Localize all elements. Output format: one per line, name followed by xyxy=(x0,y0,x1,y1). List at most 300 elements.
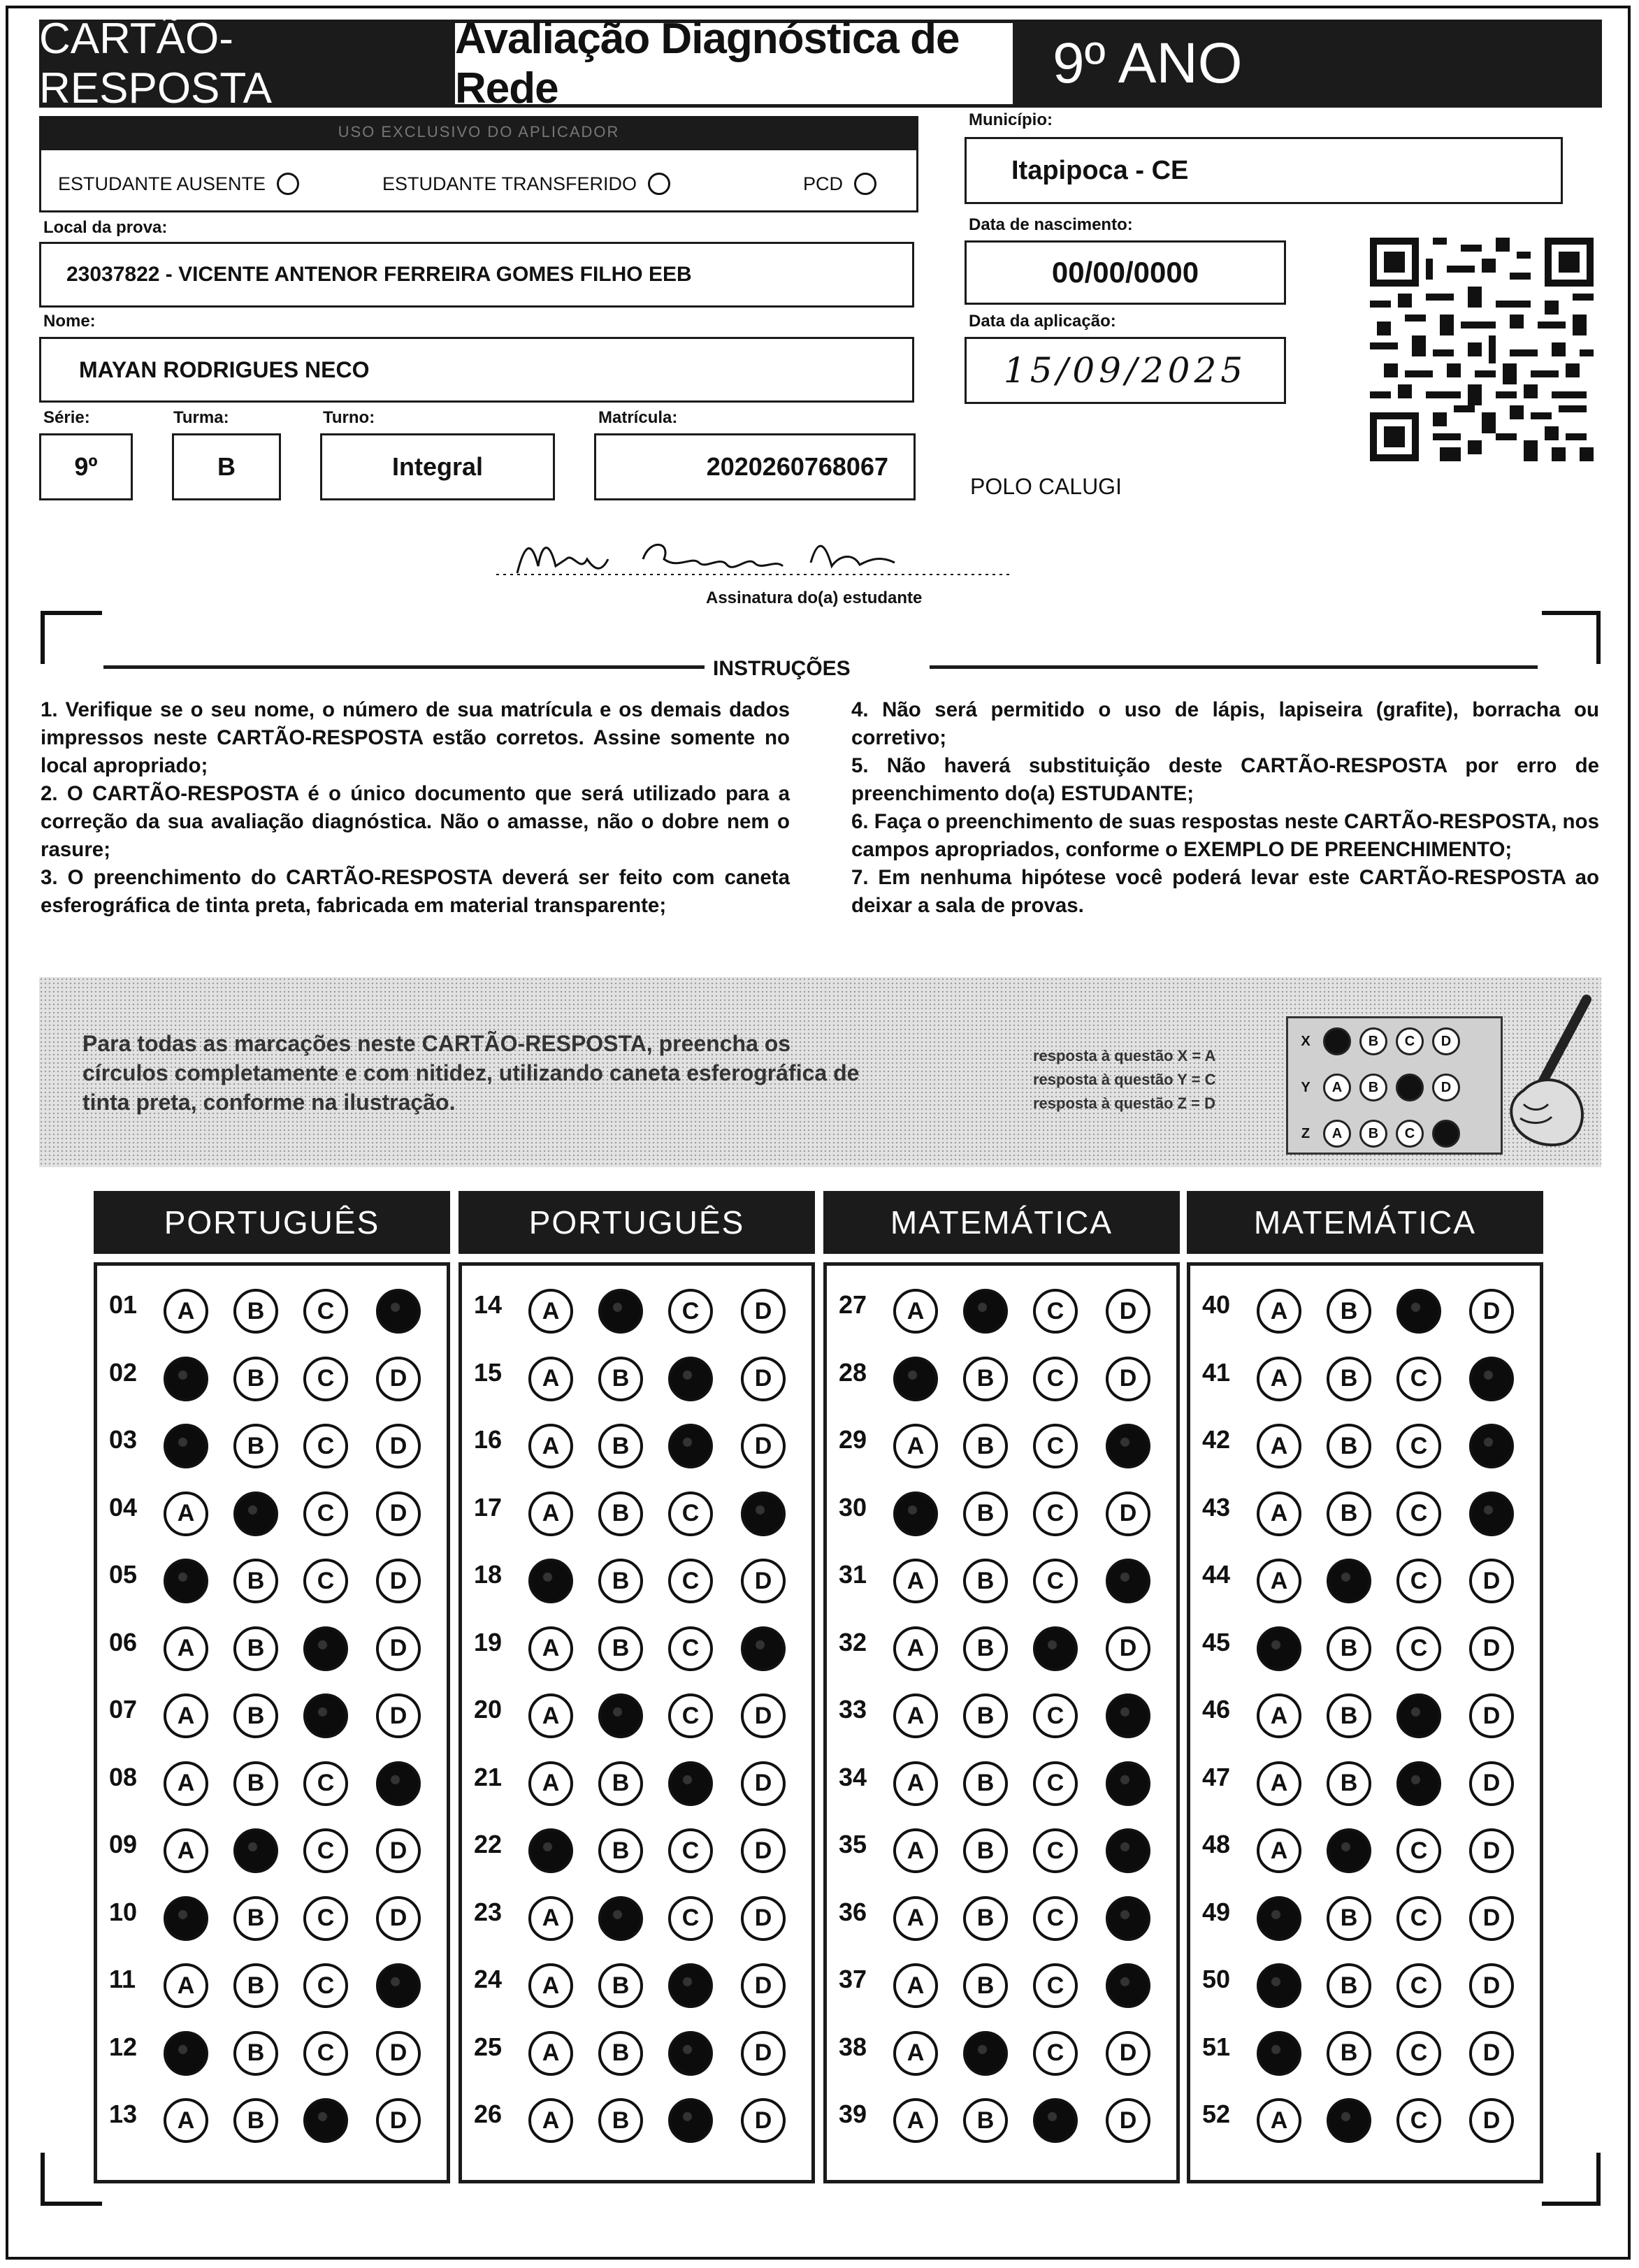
answer-bubble-a[interactable]: A xyxy=(528,1626,573,1671)
answer-bubble-a[interactable]: A xyxy=(528,1424,573,1468)
question-row xyxy=(94,1410,450,1468)
answer-bubble-a[interactable]: A xyxy=(1257,1424,1301,1468)
question-number: 43 xyxy=(1202,1492,1231,1522)
answer-bubble-a[interactable]: A xyxy=(893,1963,938,2008)
answer-bubble-a[interactable]: A xyxy=(528,2031,573,2076)
answer-bubble-d[interactable] xyxy=(1106,1828,1150,1873)
question-number: 48 xyxy=(1202,1830,1231,1858)
answer-bubble-a[interactable] xyxy=(528,1828,573,1873)
answer-bubble-d[interactable] xyxy=(1106,1424,1150,1468)
answer-bubble-a[interactable] xyxy=(528,1559,573,1603)
municipio-field: Itapipoca - CE xyxy=(965,137,1563,204)
answer-bubble-d[interactable]: D xyxy=(1469,2031,1514,2076)
serie-label: Série: xyxy=(43,408,90,427)
answer-bubble-c[interactable]: C xyxy=(303,1559,348,1603)
answer-bubble-a[interactable] xyxy=(893,1491,938,1536)
question-number: 44 xyxy=(1202,1560,1231,1589)
answer-bubble-b[interactable]: B xyxy=(233,1963,278,2008)
answer-bubble-c[interactable]: C xyxy=(1033,2031,1078,2076)
name-field: MAYAN RODRIGUES NECO xyxy=(39,337,914,403)
answer-bubble-b[interactable]: B xyxy=(598,1828,643,1873)
answer-bubble-a[interactable]: A xyxy=(893,1424,938,1468)
answer-bubble-d[interactable] xyxy=(376,1289,421,1334)
answer-bubble-c[interactable]: C xyxy=(668,1491,713,1536)
instruction-item: 7. Em nenhuma hipótese você poderá levar este CARTÃO-RESPOSTA ao deixar a sala de provas. xyxy=(851,866,1599,917)
question-row xyxy=(459,1882,815,1941)
question-number: 34 xyxy=(839,1762,867,1791)
answer-bubble-d[interactable] xyxy=(1469,1424,1514,1468)
example-row xyxy=(1288,1111,1501,1157)
transferred-option[interactable] xyxy=(382,173,670,195)
question-row xyxy=(823,1747,1180,1806)
corner-top-right xyxy=(1542,611,1601,664)
answer-bubble-b[interactable] xyxy=(1327,2098,1371,2143)
answer-bubble-d[interactable]: D xyxy=(1469,1761,1514,1806)
answer-bubble-c[interactable]: C xyxy=(303,2031,348,2076)
answer-bubble-c[interactable] xyxy=(1033,1626,1078,1671)
question-number: 28 xyxy=(839,1357,867,1387)
answer-bubble-c[interactable] xyxy=(668,2098,713,2143)
hand-pen-icon xyxy=(1482,992,1601,1153)
question-number: 24 xyxy=(474,1965,503,1993)
answer-bubble-b[interactable] xyxy=(598,1289,643,1334)
answer-bubble-c[interactable] xyxy=(303,2098,348,2143)
answer-bubble-a[interactable] xyxy=(1257,2031,1301,2076)
answer-bubble-c[interactable]: C xyxy=(303,1357,348,1401)
answer-bubble-a[interactable]: A xyxy=(164,1626,208,1671)
answer-bubble-c[interactable] xyxy=(1396,1693,1441,1738)
question-number: 22 xyxy=(474,1830,503,1858)
question-number: 39 xyxy=(839,2100,867,2128)
signature-scribble xyxy=(489,531,1020,587)
answer-bubble-d[interactable]: D xyxy=(1469,1559,1514,1603)
answer-bubble-d[interactable]: D xyxy=(376,1559,421,1603)
answer-bubble-b[interactable]: B xyxy=(598,1963,643,2008)
answer-bubble-d[interactable]: D xyxy=(741,2098,786,2143)
answer-bubble-b[interactable]: B xyxy=(1327,1963,1371,2008)
answer-bubble-c[interactable]: C xyxy=(1396,1424,1441,1468)
question-row xyxy=(459,1680,815,1738)
answer-bubble-a[interactable]: A xyxy=(1257,1761,1301,1806)
answer-bubble-a[interactable]: A xyxy=(893,1896,938,1941)
question-number: 26 xyxy=(474,2100,503,2128)
answer-bubble-b[interactable]: B xyxy=(963,1828,1008,1873)
answer-bubble-a[interactable]: A xyxy=(164,2098,208,2143)
answer-bubble-a[interactable]: A xyxy=(164,1761,208,1806)
answer-bubble-a[interactable]: A xyxy=(164,1963,208,2008)
question-row xyxy=(1187,1612,1543,1671)
question-number: 46 xyxy=(1202,1695,1231,1724)
answer-bubble-a[interactable]: A xyxy=(1257,1828,1301,1873)
answer-bubble-c[interactable]: C xyxy=(1396,1491,1441,1536)
answer-bubble-c[interactable] xyxy=(1396,1761,1441,1806)
answer-bubble-b[interactable]: B xyxy=(598,2031,643,2076)
answer-bubble-d[interactable]: D xyxy=(1106,1626,1150,1671)
answer-bubble-a[interactable] xyxy=(164,2031,208,2076)
answer-bubble-b[interactable] xyxy=(1327,1828,1371,1873)
aplicacao-label: Data da aplicação: xyxy=(969,312,1116,331)
answer-bubble-b[interactable]: B xyxy=(233,1424,278,1468)
example-row xyxy=(1288,1064,1501,1111)
question-number: 35 xyxy=(839,1830,867,1858)
answer-bubble-a[interactable]: A xyxy=(528,1357,573,1401)
question-row xyxy=(459,1410,815,1468)
answer-bubble-b[interactable]: B xyxy=(963,2098,1008,2143)
qr-code xyxy=(1370,238,1594,461)
question-row xyxy=(823,1612,1180,1671)
answer-bubble-d[interactable] xyxy=(1469,1357,1514,1401)
answer-bubble-b[interactable]: B xyxy=(1327,1424,1371,1468)
transferred-radio[interactable] xyxy=(648,173,670,195)
answer-bubble-b[interactable]: B xyxy=(963,1559,1008,1603)
answer-bubble-d[interactable]: D xyxy=(1106,2031,1150,2076)
serie-field: 9º xyxy=(39,433,133,500)
example-bubble: C xyxy=(1396,1027,1424,1055)
answer-bubble-a[interactable]: A xyxy=(164,1491,208,1536)
answer-bubble-a[interactable]: A xyxy=(528,1289,573,1334)
answer-bubble-c[interactable] xyxy=(668,1761,713,1806)
question-row xyxy=(459,1478,815,1536)
question-number: 21 xyxy=(474,1762,503,1791)
answer-bubble-c[interactable]: C xyxy=(668,1896,713,1941)
answer-bubble-d[interactable]: D xyxy=(741,1963,786,2008)
question-row xyxy=(459,1814,815,1873)
question-number: 49 xyxy=(1202,1897,1231,1926)
answer-bubble-c[interactable]: C xyxy=(668,1828,713,1873)
answer-bubble-d[interactable]: D xyxy=(1469,1693,1514,1738)
question-number: 23 xyxy=(474,1897,503,1926)
question-row xyxy=(459,1949,815,2008)
question-number: 07 xyxy=(109,1695,138,1724)
answer-bubble-a[interactable]: A xyxy=(893,1289,938,1334)
answer-bubble-d[interactable]: D xyxy=(741,1693,786,1738)
answer-bubble-c[interactable]: C xyxy=(303,1896,348,1941)
instruction-item: 1. Verifique se o seu nome, o número de sua matrícula e os demais dados impressos neste CARTÃO-RESPOSTA estão corretos. Assine somente no local apropriado; xyxy=(41,698,790,777)
answer-bubble-d[interactable] xyxy=(1469,1491,1514,1536)
answer-bubble-d[interactable] xyxy=(1106,1761,1150,1806)
grade-label: 9º ANO xyxy=(1016,20,1602,108)
answer-bubble-b[interactable]: B xyxy=(233,1559,278,1603)
answer-bubble-d[interactable] xyxy=(741,1491,786,1536)
answer-bubble-d[interactable]: D xyxy=(741,1424,786,1468)
answer-bubble-c[interactable]: C xyxy=(668,1626,713,1671)
answer-bubble-c[interactable]: C xyxy=(1396,1828,1441,1873)
question-number: 29 xyxy=(839,1425,867,1454)
answer-bubble-a[interactable]: A xyxy=(1257,2098,1301,2143)
answer-bubble-c[interactable]: C xyxy=(303,1289,348,1334)
question-number: 09 xyxy=(109,1830,138,1858)
answer-bubble-d[interactable]: D xyxy=(376,1491,421,1536)
answer-bubble-c[interactable] xyxy=(1033,2098,1078,2143)
answer-bubble-c[interactable] xyxy=(668,2031,713,2076)
question-number: 41 xyxy=(1202,1357,1231,1387)
answer-bubble-c[interactable]: C xyxy=(1033,1963,1078,2008)
answer-bubble-a[interactable]: A xyxy=(893,2098,938,2143)
answer-bubble-a[interactable]: A xyxy=(528,1693,573,1738)
answer-bubble-b[interactable]: B xyxy=(1327,1693,1371,1738)
answer-bubble-b[interactable]: B xyxy=(963,1896,1008,1941)
answer-bubble-b[interactable]: B xyxy=(233,1626,278,1671)
question-number: 32 xyxy=(839,1627,867,1656)
answer-bubble-a[interactable]: A xyxy=(528,2098,573,2143)
subject-header: MATEMÁTICA xyxy=(1187,1191,1543,1254)
answer-bubble-d[interactable] xyxy=(1106,1559,1150,1603)
answer-bubble-b[interactable]: B xyxy=(233,1761,278,1806)
answer-bubble-b[interactable] xyxy=(963,1289,1008,1334)
question-number: 15 xyxy=(474,1357,503,1387)
answer-bubble-c[interactable]: C xyxy=(1396,1626,1441,1671)
answer-bubble-d[interactable]: D xyxy=(741,1289,786,1334)
question-row xyxy=(94,1949,450,2008)
answer-bubble-a[interactable] xyxy=(1257,1896,1301,1941)
absent-radio[interactable] xyxy=(277,173,299,195)
question-number: 51 xyxy=(1202,2032,1231,2061)
answer-bubble-b[interactable]: B xyxy=(233,1289,278,1334)
answer-bubble-c[interactable]: C xyxy=(303,1963,348,2008)
answer-bubble-b[interactable]: B xyxy=(233,1693,278,1738)
answer-bubble-c[interactable]: C xyxy=(1396,1559,1441,1603)
answer-bubble-b[interactable]: B xyxy=(233,1357,278,1401)
answer-bubble-c[interactable]: C xyxy=(1033,1559,1078,1603)
answer-bubble-c[interactable]: C xyxy=(1033,1693,1078,1738)
answer-bubble-d[interactable]: D xyxy=(741,1357,786,1401)
example-row xyxy=(1288,1018,1501,1064)
answer-bubble-d[interactable]: D xyxy=(376,1828,421,1873)
example-bubble xyxy=(1432,1120,1460,1148)
answer-bubble-b[interactable]: B xyxy=(963,1761,1008,1806)
answer-bubble-b[interactable]: B xyxy=(963,1693,1008,1738)
answer-bubble-c[interactable]: C xyxy=(303,1828,348,1873)
answer-bubble-d[interactable]: D xyxy=(376,1357,421,1401)
answer-bubble-a[interactable]: A xyxy=(893,1626,938,1671)
answer-bubble-a[interactable] xyxy=(164,1357,208,1401)
answer-bubble-c[interactable]: C xyxy=(1396,1896,1441,1941)
answer-bubble-a[interactable]: A xyxy=(164,1693,208,1738)
answer-bubble-a[interactable] xyxy=(893,1357,938,1401)
answer-bubble-a[interactable]: A xyxy=(528,1896,573,1941)
answer-bubble-a[interactable]: A xyxy=(893,2031,938,2076)
example-bubble xyxy=(1323,1027,1351,1055)
aplicacao-field: 15/09/2025 xyxy=(965,337,1286,404)
answer-bubble-d[interactable] xyxy=(376,1761,421,1806)
answer-bubble-c[interactable] xyxy=(303,1693,348,1738)
answer-bubble-d[interactable] xyxy=(1106,1896,1150,1941)
answer-bubble-b[interactable]: B xyxy=(233,1896,278,1941)
answer-bubble-c[interactable] xyxy=(668,1357,713,1401)
answer-bubble-b[interactable] xyxy=(598,1896,643,1941)
instructions-left xyxy=(41,696,790,920)
answer-bubble-b[interactable] xyxy=(963,2031,1008,2076)
answer-bubble-c[interactable]: C xyxy=(303,1491,348,1536)
answer-bubble-b[interactable]: B xyxy=(1327,1761,1371,1806)
instructions-title: INSTRUÇÕES xyxy=(713,657,851,680)
answer-bubble-c[interactable] xyxy=(1396,1289,1441,1334)
answer-bubble-d[interactable] xyxy=(1106,1693,1150,1738)
pcd-label: PCD xyxy=(803,173,844,194)
answer-bubble-d[interactable]: D xyxy=(376,2098,421,2143)
answer-bubble-c[interactable]: C xyxy=(1396,1963,1441,2008)
answer-bubble-c[interactable]: C xyxy=(1033,1357,1078,1401)
applicator-bar: USO EXCLUSIVO DO APLICADOR xyxy=(39,116,918,148)
answer-bubble-b[interactable]: B xyxy=(598,1626,643,1671)
question-row xyxy=(94,1478,450,1536)
answer-bubble-a[interactable]: A xyxy=(1257,1559,1301,1603)
answer-bubble-b[interactable]: B xyxy=(598,1424,643,1468)
answer-bubble-a[interactable]: A xyxy=(528,1963,573,2008)
answer-bubble-c[interactable] xyxy=(668,1424,713,1468)
answer-bubble-c[interactable]: C xyxy=(1396,2031,1441,2076)
answer-bubble-c[interactable]: C xyxy=(303,1424,348,1468)
answer-bubble-a[interactable]: A xyxy=(893,1693,938,1738)
corner-bottom-right xyxy=(1542,2153,1601,2206)
answer-bubble-c[interactable]: C xyxy=(668,1289,713,1334)
subject-header: MATEMÁTICA xyxy=(823,1191,1180,1254)
answer-bubble-b[interactable]: B xyxy=(1327,2031,1371,2076)
answer-bubble-a[interactable]: A xyxy=(1257,1289,1301,1334)
answer-bubble-d[interactable]: D xyxy=(1469,1963,1514,2008)
answer-bubble-c[interactable]: C xyxy=(668,1559,713,1603)
question-number: 25 xyxy=(474,2032,503,2061)
answer-bubble-d[interactable]: D xyxy=(1106,1357,1150,1401)
answer-bubble-b[interactable]: B xyxy=(963,1963,1008,2008)
applicator-box xyxy=(39,148,918,212)
answer-bubble-c[interactable]: C xyxy=(1033,1761,1078,1806)
question-number: 19 xyxy=(474,1627,503,1656)
answer-bubble-d[interactable] xyxy=(741,1626,786,1671)
municipio-label: Município: xyxy=(969,110,1053,129)
question-number: 05 xyxy=(109,1560,138,1589)
answer-bubble-b[interactable]: B xyxy=(598,1559,643,1603)
turma-label: Turma: xyxy=(173,408,229,427)
answer-bubble-c[interactable] xyxy=(668,1963,713,2008)
answer-bubble-d[interactable]: D xyxy=(1106,2098,1150,2143)
answer-bubble-d[interactable]: D xyxy=(1106,1289,1150,1334)
question-row xyxy=(1187,1343,1543,1401)
answer-bubble-d[interactable]: D xyxy=(741,1761,786,1806)
answer-bubble-d[interactable]: D xyxy=(1469,2098,1514,2143)
answer-bubble-b[interactable]: B xyxy=(963,1491,1008,1536)
matricula-field: 2020260768067 xyxy=(594,433,916,500)
answer-bubble-c[interactable] xyxy=(303,1626,348,1671)
question-row xyxy=(823,1343,1180,1401)
answer-bubble-c[interactable]: C xyxy=(1396,1357,1441,1401)
answer-bubble-c[interactable]: C xyxy=(1033,1491,1078,1536)
answer-bubble-b[interactable]: B xyxy=(963,1626,1008,1671)
absent-option[interactable] xyxy=(58,173,299,195)
answer-bubble-b[interactable]: B xyxy=(1327,1626,1371,1671)
answer-bubble-b[interactable]: B xyxy=(233,2098,278,2143)
answer-bubble-c[interactable]: C xyxy=(303,1761,348,1806)
answer-bubble-b[interactable]: B xyxy=(598,1357,643,1401)
answer-bubble-b[interactable]: B xyxy=(1327,1289,1371,1334)
question-row xyxy=(1187,1410,1543,1468)
question-number: 42 xyxy=(1202,1425,1231,1454)
answer-bubble-a[interactable]: A xyxy=(893,1559,938,1603)
answer-bubble-d[interactable]: D xyxy=(376,1693,421,1738)
question-number: 12 xyxy=(109,2032,138,2061)
answer-bubble-d[interactable]: D xyxy=(376,2031,421,2076)
pcd-option[interactable] xyxy=(803,173,876,195)
answer-bubble-d[interactable]: D xyxy=(376,1424,421,1468)
answer-bubble-d[interactable]: D xyxy=(1106,1491,1150,1536)
answer-bubble-d[interactable]: D xyxy=(1469,1828,1514,1873)
answer-bubble-b[interactable]: B xyxy=(963,1424,1008,1468)
answer-bubble-a[interactable]: A xyxy=(1257,1357,1301,1401)
answer-bubble-c[interactable]: C xyxy=(1033,1828,1078,1873)
answer-bubble-b[interactable] xyxy=(233,1491,278,1536)
question-number: 16 xyxy=(474,1425,503,1454)
answer-bubble-a[interactable]: A xyxy=(1257,1693,1301,1738)
answer-bubble-a[interactable]: A xyxy=(528,1491,573,1536)
answer-bubble-a[interactable] xyxy=(1257,1963,1301,2008)
answer-bubble-b[interactable] xyxy=(233,1828,278,1873)
answer-bubble-a[interactable] xyxy=(164,1896,208,1941)
answer-bubble-b[interactable]: B xyxy=(233,2031,278,2076)
answer-bubble-b[interactable]: B xyxy=(963,1357,1008,1401)
answer-bubble-a[interactable] xyxy=(1257,1626,1301,1671)
answer-bubble-c[interactable]: C xyxy=(1033,1289,1078,1334)
answer-bubble-c[interactable]: C xyxy=(1396,2098,1441,2143)
answer-bubble-d[interactable]: D xyxy=(1469,1626,1514,1671)
answer-bubble-b[interactable]: B xyxy=(598,1491,643,1536)
answer-bubble-b[interactable]: B xyxy=(1327,1357,1371,1401)
answer-bubble-a[interactable]: A xyxy=(164,1828,208,1873)
answer-bubble-c[interactable]: C xyxy=(1033,1896,1078,1941)
answer-bubble-b[interactable]: B xyxy=(1327,1491,1371,1536)
example-row-label: Z xyxy=(1301,1125,1311,1141)
answer-bubble-a[interactable] xyxy=(164,1559,208,1603)
answer-bubble-c[interactable]: C xyxy=(668,1693,713,1738)
matricula-label: Matrícula: xyxy=(598,408,678,427)
question-number: 04 xyxy=(109,1492,138,1522)
answer-bubble-b[interactable] xyxy=(598,1693,643,1738)
answer-bubble-d[interactable] xyxy=(1106,1963,1150,2008)
absent-label: ESTUDANTE AUSENTE xyxy=(58,173,266,194)
answer-bubble-b[interactable]: B xyxy=(598,1761,643,1806)
answer-bubble-a[interactable]: A xyxy=(893,1761,938,1806)
answer-bubble-c[interactable]: C xyxy=(1033,1424,1078,1468)
turno-label: Turno: xyxy=(323,408,375,427)
answer-bubble-a[interactable] xyxy=(164,1424,208,1468)
answer-bubble-a[interactable]: A xyxy=(528,1761,573,1806)
answer-bubble-d[interactable]: D xyxy=(376,1896,421,1941)
answer-bubble-b[interactable]: B xyxy=(598,2098,643,2143)
instructions-right xyxy=(851,696,1599,920)
answer-bubble-d[interactable]: D xyxy=(741,1896,786,1941)
answer-bubble-d[interactable]: D xyxy=(1469,1896,1514,1941)
answer-bubble-b[interactable]: B xyxy=(1327,1896,1371,1941)
answer-bubble-d[interactable]: D xyxy=(1469,1289,1514,1334)
question-row xyxy=(459,1747,815,1806)
answer-bubble-b[interactable] xyxy=(1327,1559,1371,1603)
pcd-radio[interactable] xyxy=(854,173,876,195)
example-bubble: A xyxy=(1323,1120,1351,1148)
question-number: 06 xyxy=(109,1627,138,1656)
subject-header: PORTUGUÊS xyxy=(94,1191,450,1254)
question-number: 33 xyxy=(839,1695,867,1724)
question-row xyxy=(823,2017,1180,2076)
answer-bubble-a[interactable]: A xyxy=(164,1289,208,1334)
answer-bubble-a[interactable]: A xyxy=(1257,1491,1301,1536)
answer-bubble-a[interactable]: A xyxy=(893,1828,938,1873)
answer-bubble-d[interactable]: D xyxy=(741,1828,786,1873)
answer-bubble-d[interactable]: D xyxy=(741,1559,786,1603)
question-number: 40 xyxy=(1202,1290,1231,1319)
question-number: 27 xyxy=(839,1290,867,1319)
answer-bubble-d[interactable] xyxy=(376,1963,421,2008)
answer-bubble-d[interactable]: D xyxy=(376,1626,421,1671)
answer-bubble-d[interactable]: D xyxy=(741,2031,786,2076)
